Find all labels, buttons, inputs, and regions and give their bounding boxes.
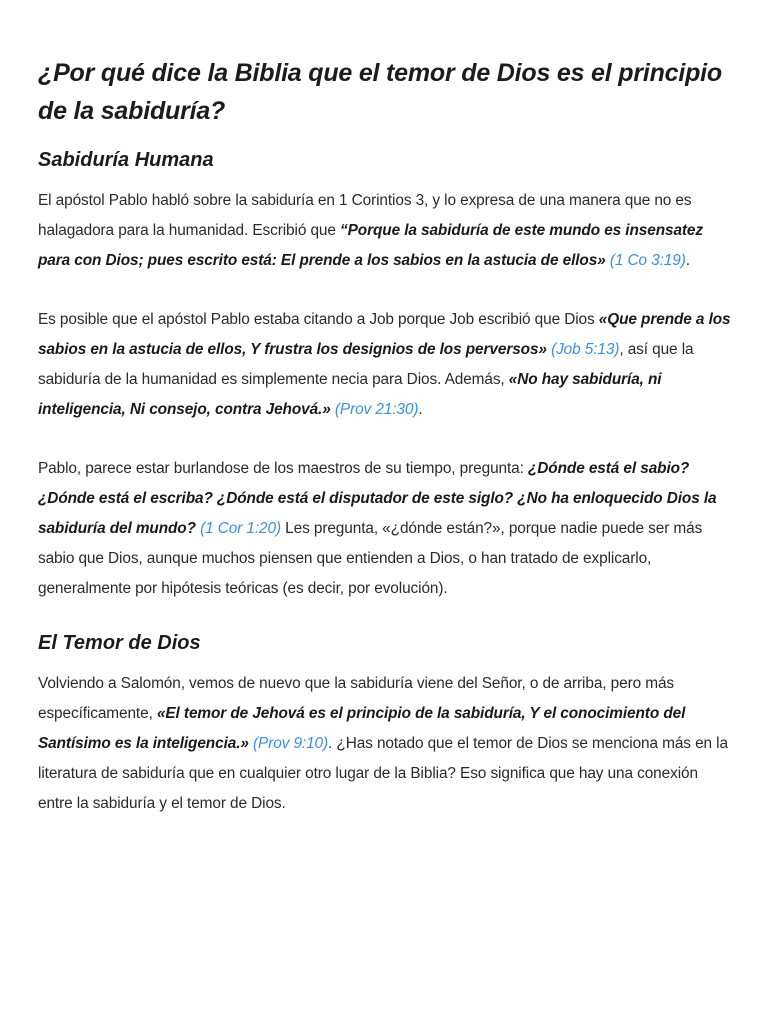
paragraph-3-text-a: Pablo, parece estar burlandose de los maestros de su tiempo, pregunta: (38, 460, 528, 477)
quote-job: «Que prende a los sabios en la astucia de ellos, Y frustra los designios de los perversos» (38, 311, 731, 358)
paragraph-1 (38, 186, 732, 276)
paragraph-1-end: . (685, 252, 690, 269)
paragraph-4-text-a: Volviendo a Salomón, vemos de nuevo que la sabiduría viene del Señor, o de arriba, pero más específicamente, (38, 675, 675, 722)
paragraph-2-text-b: , así que la sabiduría de la humanidad es simplemente necia para Dios. Además, (38, 341, 694, 388)
paragraph-3 (38, 454, 732, 604)
section-heading-temor-de-dios: El Temor de Dios (38, 632, 201, 654)
reference-link-job-5-13[interactable]: (Job 5:13) (546, 341, 620, 358)
quote-proverbios: «No hay sabiduría, ni inteligencia, Ni consejo, contra Jehová.» (38, 371, 662, 418)
paragraph-3-text-b: Les pregunta, «¿dónde están?», porque nadie puede ser más sabio que Dios, aunque muchos piensen que entienden a Dios, o han tratado de explicarlo, generalmente por hipótesis teóricas (es decir, por evolución). (38, 520, 703, 597)
reference-link-1co-3-19[interactable]: (1 Co 3:19) (609, 252, 686, 269)
quote-1-corintios-1-20: ¿Dónde está el sabio? ¿Dónde está el escriba? ¿Dónde está el disputador de este siglo? ¿No ha enloquecido Dios la sabiduría del mundo? (38, 460, 717, 537)
article-title: ¿Por qué dice la Biblia que el temor de Dios es el principio de la sabiduría? (38, 59, 722, 125)
paragraph-2 (38, 305, 732, 425)
quote-prov-9-10: «El temor de Jehová es el principio de la sabiduría, Y el conocimiento del Santísimo es la inteligencia.» (38, 705, 686, 752)
section-heading-sabiduria-humana: Sabiduría Humana (38, 149, 214, 171)
reference-link-prov-9-10[interactable]: (Prov 9:10) (248, 735, 329, 752)
paragraph-2-text-a: Es posible que el apóstol Pablo estaba citando a Job porque Job escribió que Dios (38, 311, 599, 328)
quote-1-corintios: “Porque la sabiduría de este mundo es insensatez para con Dios; pues escrito está: El prende a los sabios en la astucia de ellos» (38, 222, 703, 269)
paragraph-4-text-b: . ¿Has notado que el temor de Dios se menciona más en la literatura de sabiduría que en cualquier otro lugar de la Biblia? Eso significa que hay una conexión entre la sabiduría y el temor de Dios. (38, 735, 728, 812)
paragraph-1-text: El apóstol Pablo habló sobre la sabiduría en 1 Corintios 3, y lo expresa de una manera que no es halagadora para la humanidad. Escribió que (38, 192, 692, 239)
paragraph-4 (38, 669, 732, 819)
reference-link-1cor-1-20[interactable]: (1 Cor 1:20) (195, 520, 281, 537)
paragraph-2-end: . (418, 401, 423, 418)
article (38, 54, 732, 819)
reference-link-prov-21-30[interactable]: (Prov 21:30) (330, 401, 419, 418)
